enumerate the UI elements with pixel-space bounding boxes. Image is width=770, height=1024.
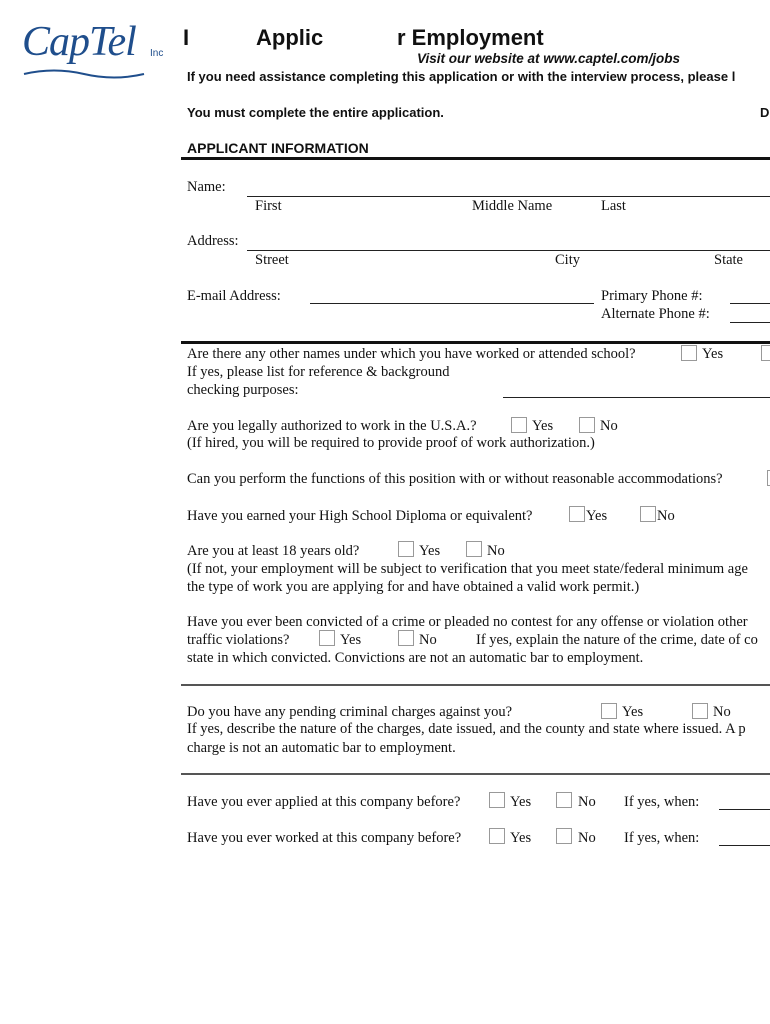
date-label: D [760,105,770,120]
applied-when-input-line[interactable] [719,809,770,810]
convicted-question-2: traffic violations? [187,632,290,648]
applied-no-label: No [578,794,596,810]
applied-yes-checkbox[interactable] [489,792,505,808]
convicted-explain: If yes, explain the nature of the crime, date of co [476,632,758,648]
complete-notice: You must complete the entire application. [187,105,444,120]
logo-name: CapTel [22,19,136,65]
website-line: Visit our website at www.captel.com/jobs [417,51,681,66]
age-question: Are you at least 18 years old? [187,543,360,559]
pending-yes-label: Yes [622,704,644,720]
applied-yes-label: Yes [510,794,532,810]
age-note-1: (If not, your employment will be subject to verification that you meet state/federal minimum age [187,561,748,577]
logo-wave-icon [22,68,147,80]
diploma-no-checkbox[interactable] [640,506,656,522]
divider-rule-3 [181,773,770,775]
worked-no-label: No [578,830,596,846]
worked-yes-label: Yes [510,830,532,846]
authorized-no-checkbox[interactable] [579,417,595,433]
primary-phone-input-line[interactable] [730,303,770,304]
worked-when-input-line[interactable] [719,845,770,846]
worked-before-question: Have you ever worked at this company before? [187,830,462,846]
captel-logo [22,18,172,80]
name-input-line[interactable] [247,196,770,197]
age-no-label: No [487,543,505,559]
primary-phone-label: Primary Phone #: [601,288,703,304]
authorized-note: (If hired, you will be required to provide proof of work authorization.) [187,435,595,451]
email-input-line[interactable] [310,303,594,304]
convicted-no-label: No [419,632,437,648]
convicted-no-checkbox[interactable] [398,630,414,646]
other-names-input-line[interactable] [503,397,770,398]
functions-question: Can you perform the functions of this position with or without reasonable accommodations? [187,471,723,487]
convicted-yes-checkbox[interactable] [319,630,335,646]
worked-yes-checkbox[interactable] [489,828,505,844]
city-caption: City [555,252,580,268]
assistance-line: If you need assistance completing this application or with the interview process, please l [187,69,736,84]
convicted-yes-label: Yes [340,632,362,648]
pending-note-2: charge is not an automatic bar to employment. [187,740,456,756]
page-title-part-mid: Applic [256,25,324,50]
page-title-part-right: r Employment [397,25,544,50]
last-caption: Last [601,198,626,214]
other-names-no-checkbox[interactable] [761,345,770,361]
applied-when-label: If yes, when: [624,794,700,810]
logo-inc: Inc [150,48,164,59]
page-title-part-left: I [183,25,190,50]
pending-note-1: If yes, describe the nature of the charges, date issued, and the county and state where issued. A p [187,721,746,737]
age-no-checkbox[interactable] [466,541,482,557]
pending-no-label: No [713,704,731,720]
convicted-question-1: Have you ever been convicted of a crime or pleaded no contest for any offense or violation other [187,614,748,630]
alternate-phone-input-line[interactable] [730,322,770,323]
section-applicant-info: APPLICANT INFORMATION [187,140,369,156]
other-names-followup-2: checking purposes: [187,382,299,398]
address-label: Address: [187,233,239,249]
name-label: Name: [187,179,226,195]
applied-before-question: Have you ever applied at this company before? [187,794,461,810]
authorized-question: Are you legally authorized to work in the U.S.A.? [187,418,477,434]
convicted-question-3: state in which convicted. Convictions are not an automatic bar to employment. [187,650,644,666]
age-yes-label: Yes [419,543,441,559]
other-names-question: Are there any other names under which you have worked or attended school? [187,346,636,362]
other-names-yes-label: Yes [702,346,724,362]
other-names-followup-1: If yes, please list for reference & background [187,364,450,380]
pending-question: Do you have any pending criminal charges against you? [187,704,513,720]
section-rule [181,157,770,160]
state-caption: State [714,252,743,268]
applied-no-checkbox[interactable] [556,792,572,808]
alternate-phone-label: Alternate Phone #: [601,306,710,322]
diploma-question: Have you earned your High School Diploma or equivalent? [187,508,533,524]
worked-when-label: If yes, when: [624,830,700,846]
diploma-yes-checkbox[interactable] [569,506,585,522]
age-note-2: the type of work you are applying for and have obtained a valid work permit.) [187,579,640,595]
street-caption: Street [255,252,289,268]
email-label: E-mail Address: [187,288,281,304]
diploma-no-label: No [657,508,675,524]
first-caption: First [255,198,282,214]
other-names-yes-checkbox[interactable] [681,345,697,361]
worked-no-checkbox[interactable] [556,828,572,844]
authorized-yes-label: Yes [532,418,554,434]
authorized-no-label: No [600,418,618,434]
address-input-line[interactable] [247,250,770,251]
pending-yes-checkbox[interactable] [601,703,617,719]
authorized-yes-checkbox[interactable] [511,417,527,433]
divider-rule-2 [181,684,770,686]
diploma-yes-label: Yes [586,508,608,524]
divider-rule-1 [181,341,770,344]
pending-no-checkbox[interactable] [692,703,708,719]
age-yes-checkbox[interactable] [398,541,414,557]
middle-caption: Middle Name [472,198,553,214]
